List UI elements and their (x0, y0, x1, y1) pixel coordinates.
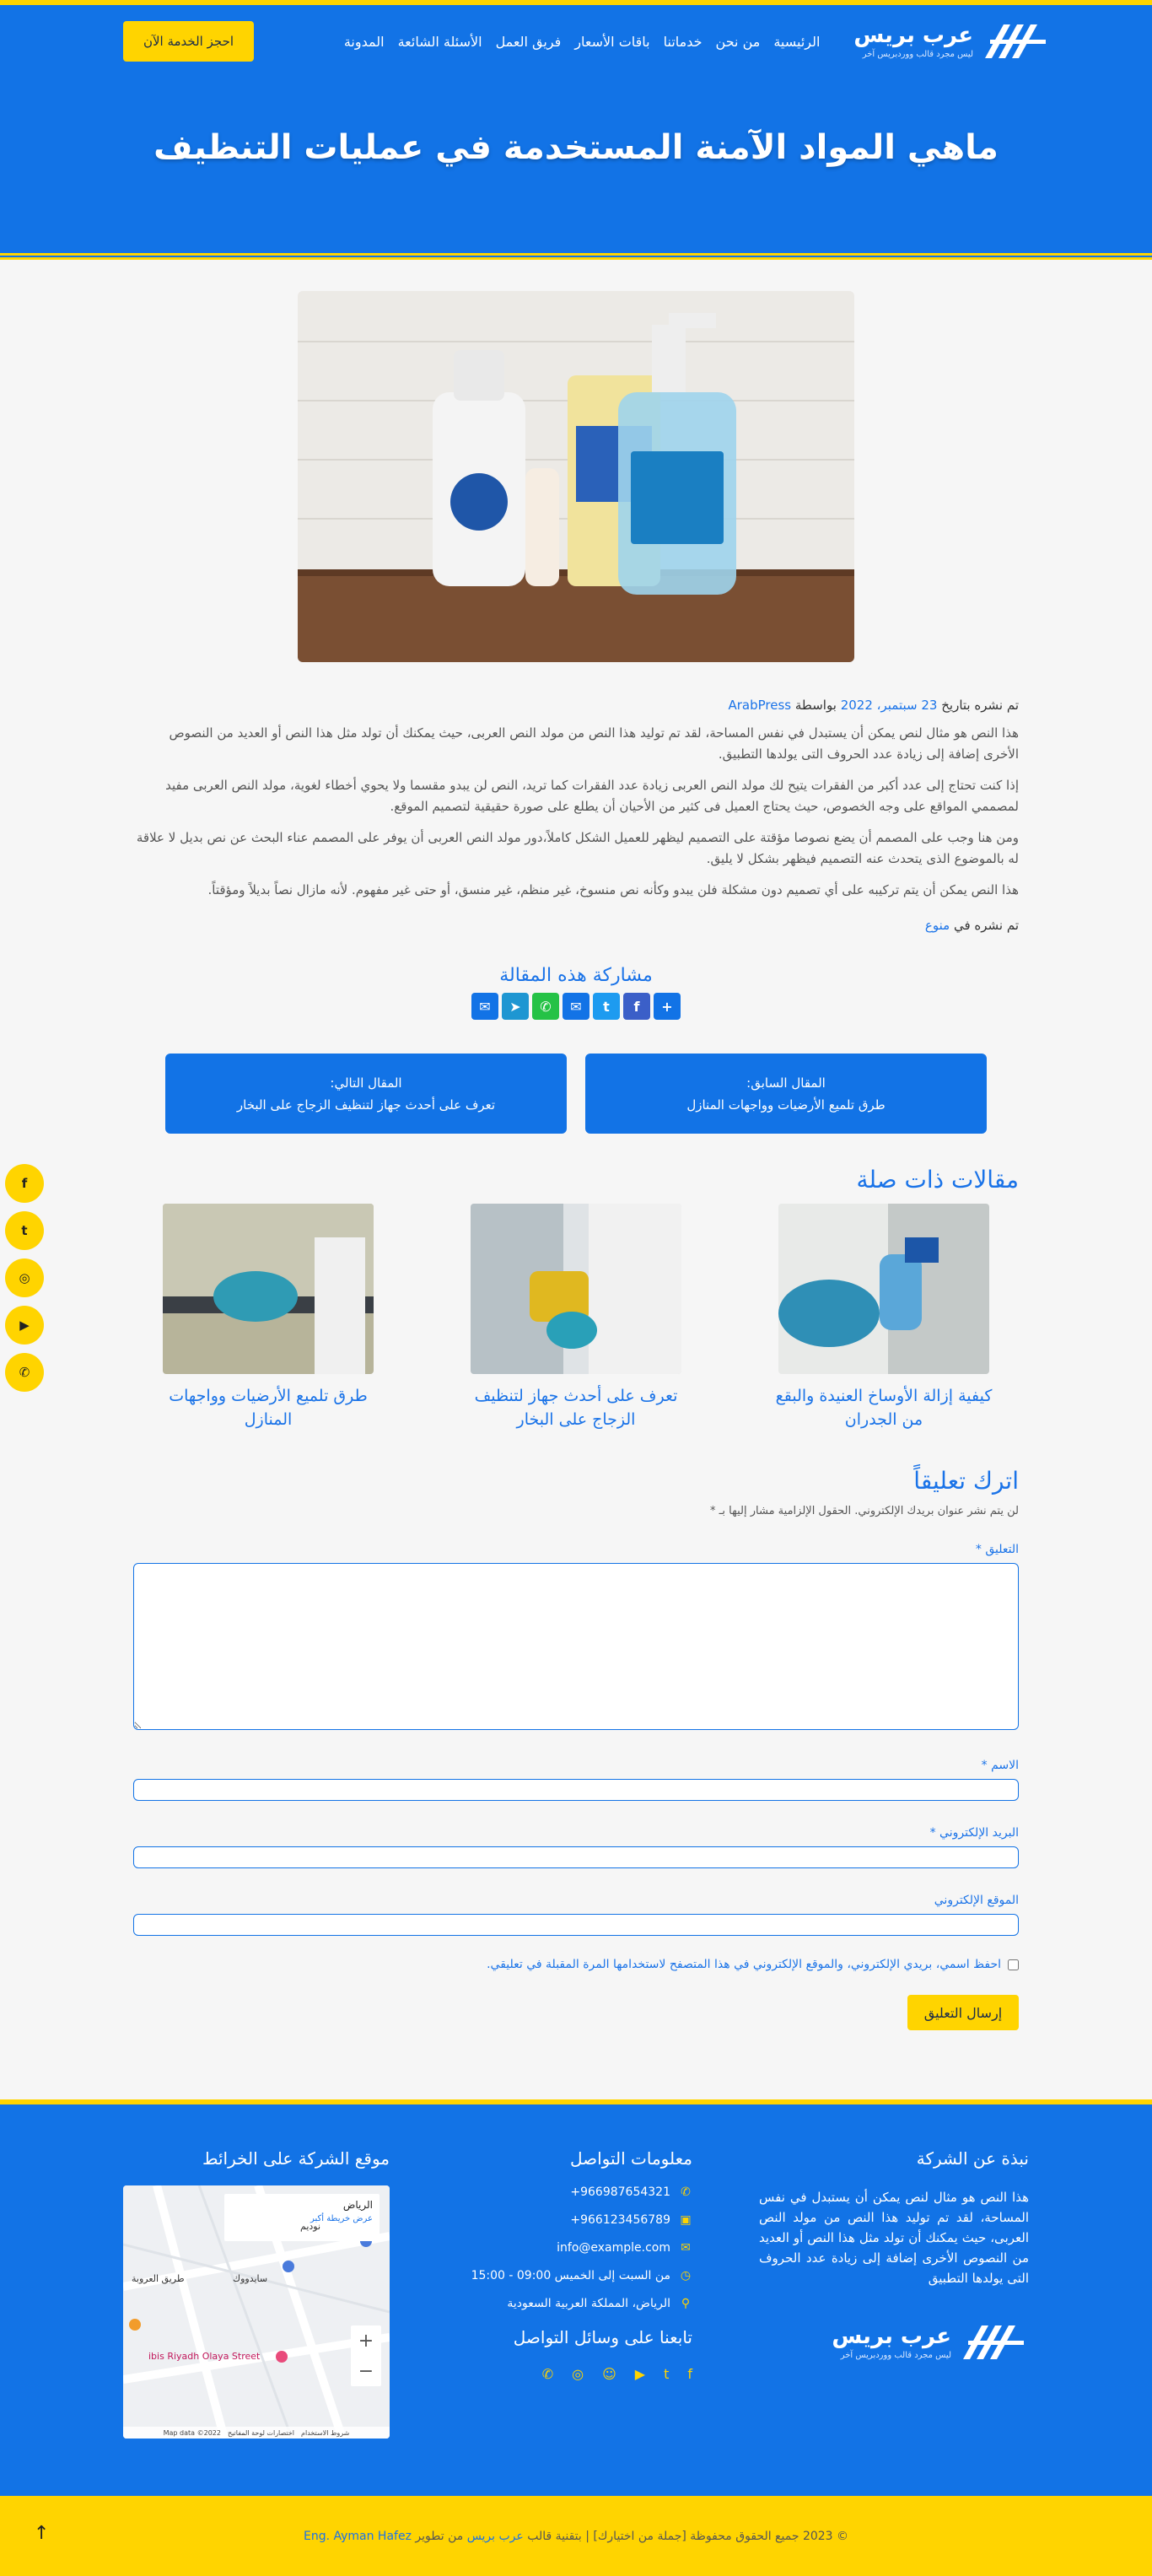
fax-text: +966123456789 (570, 2213, 670, 2227)
main-nav (123, 20, 1051, 62)
comment-label-text: التعليق (985, 1543, 1019, 1556)
youtube-icon[interactable]: ▶ (634, 2366, 646, 2382)
google-map[interactable] (123, 2185, 390, 2439)
copyright-main: © 2023 جميع الحقوق محفوظة [جملة من اختيارك] | بتقنية قالب (527, 2530, 849, 2543)
arrow-up-icon[interactable]: ↑ (34, 2523, 50, 2544)
zoom-out-icon[interactable]: − (358, 2360, 374, 2382)
site-logo[interactable] (853, 21, 1051, 62)
prev-title: طرق تلميع الأرضيات وواجهات المنازل (686, 1097, 886, 1113)
article-paragraph: هذا النص هو مثال لنص يمكن أن يستبدل في نفس المساحة، لقد تم توليد هذا النص من مولد النص العربى، حيث يمكنك أن تولد مثل هذا النص أو العديد من النصوص الأخرى إضافة إلى زيادة عدد الحروف التى يولدها التطبيق. (169, 725, 1019, 762)
email-icon: ✉ (681, 2241, 691, 2255)
submit-comment-button[interactable]: إرسال التعليق (907, 1995, 1019, 2030)
telegram-icon[interactable]: ➤ (502, 993, 529, 1020)
page-header (0, 0, 1152, 253)
related-posts (133, 1166, 1019, 1431)
name-label-text: الاسم (991, 1759, 1019, 1772)
remember-me (133, 1958, 1019, 1971)
related-post-card[interactable] (766, 1204, 1002, 1431)
email-input[interactable] (133, 1846, 1019, 1868)
prev-label: المقال السابق: (746, 1075, 826, 1091)
featured-image (298, 291, 854, 662)
zoom-in-icon[interactable]: + (358, 2330, 374, 2352)
map-larger-link[interactable]: عرض خريطة أكبر (310, 2214, 373, 2223)
fax-icon: ▣ (680, 2213, 692, 2227)
contact-phone[interactable] (456, 2185, 692, 2199)
copyright-bar (0, 2496, 1152, 2576)
post-categories (133, 918, 1019, 933)
nav-item-team[interactable]: فريق العمل (495, 33, 562, 50)
nav-item-services[interactable]: خدماتنا (663, 33, 703, 50)
footer-about (759, 2148, 1029, 2439)
logo-name: عرب بريس (853, 22, 973, 48)
footer-about-title: نبذة عن الشركة (916, 2148, 1029, 2169)
nav-item-home[interactable]: الرئيسية (773, 33, 821, 50)
map-label: ibis Riyadh Olaya Street (148, 2351, 261, 2362)
footer-logo-name: عرب بريس (832, 2323, 951, 2349)
map-zoom-controls (351, 2325, 381, 2386)
whatsapp-icon[interactable]: ✆ (532, 993, 559, 1020)
post-meta (133, 698, 1019, 713)
next-label: المقال التالي: (330, 1075, 402, 1091)
related-post-card[interactable] (150, 1204, 386, 1431)
name-label: الاسم * (981, 1759, 1019, 1772)
website-input[interactable] (133, 1914, 1019, 1936)
theme-link[interactable]: عرب بريس (466, 2530, 524, 2543)
related-post-title[interactable]: كيفية إزالة الأوساخ العنيدة والبقع من الجدران (775, 1387, 993, 1429)
dev-prefix: من تطوير (415, 2530, 464, 2543)
map-terms[interactable]: شروط الاستخدام (301, 2428, 350, 2437)
address-text: الرياض، المملكة العربية السعودية (507, 2297, 670, 2310)
nav-item-pricing[interactable]: باقات الأسعار (574, 33, 650, 50)
post-date-link[interactable]: 23 سبتمبر، 2022 (840, 698, 938, 713)
related-post-card[interactable] (458, 1204, 694, 1431)
facebook-icon[interactable]: f (5, 1164, 44, 1203)
email-label: البريد الإلكتروني * (929, 1826, 1019, 1840)
contact-email[interactable] (456, 2241, 692, 2255)
nav-item-blog[interactable]: المدونة (343, 33, 385, 50)
messenger-icon[interactable]: ✉ (471, 993, 498, 1020)
related-post-image[interactable] (163, 1204, 374, 1374)
comment-form (133, 1467, 1019, 2030)
contact-fax[interactable] (456, 2213, 692, 2227)
phone-text: +966987654321 (570, 2185, 670, 2199)
next-title: تعرف على أحدث جهاز لتنظيف الزجاج على البخار (236, 1097, 496, 1113)
footer-contact (456, 2148, 692, 2439)
copyright-text (0, 2530, 1152, 2543)
related-post-title[interactable]: تعرف على أحدث جهاز لتنظيف الزجاج على البخار (474, 1387, 678, 1429)
instagram-icon[interactable]: ◎ (5, 1258, 44, 1297)
map-attribution (123, 2427, 390, 2439)
share-icons (133, 993, 1019, 1020)
twitter-icon[interactable]: t (593, 993, 620, 1020)
map-city: الرياض (342, 2199, 373, 2211)
youtube-icon[interactable]: ▶ (5, 1306, 44, 1345)
contact-hours (456, 2269, 692, 2282)
previous-post-link[interactable] (585, 1054, 987, 1134)
email-label-text: البريد الإلكتروني (939, 1826, 1019, 1840)
meta-prefix: تم نشره بتاريخ (941, 698, 1019, 713)
map-data-text: Map data ©2022 (163, 2428, 221, 2437)
article-paragraph: إذا كنت تحتاج إلى عدد أكبر من الفقرات يتيح لك مولد النص العربى زيادة عدد الفقرات كما تريد، النص لن يبدو مقسما ولا يحوي أخطاء لغوية، مولد النص العربى مفيد لمصممي المواقع على وجه الخصوص، حيث يحتاج العميل فى كثير من الأحيان أن يطلع على صورة حقيقية لتصميم الموقع. (165, 778, 1019, 814)
article-container (133, 291, 1019, 2030)
side-social-bar (5, 1164, 44, 1392)
email-text: info@example.com (557, 2241, 670, 2255)
map-info-card (224, 2194, 380, 2241)
plus-icon[interactable]: + (654, 993, 681, 1020)
comment-textarea[interactable] (133, 1563, 1019, 1730)
comment-note: لن يتم نشر عنوان بريدك الإلكتروني. الحقول الإلزامية مشار إليها بـ * (709, 1505, 1019, 1517)
clock-icon: ◷ (680, 2269, 692, 2282)
footer-logo-tagline: ليس مجرد قالب ووردبريس آخر (840, 2350, 951, 2360)
name-input[interactable] (133, 1779, 1019, 1801)
book-service-button[interactable]: احجز الخدمة الآن (123, 21, 254, 62)
related-post-image[interactable] (778, 1204, 989, 1374)
twitter-icon[interactable]: t (5, 1211, 44, 1250)
remember-checkbox[interactable] (1008, 1959, 1019, 1970)
map-label: طريق العروبة (132, 2273, 185, 2284)
logo-icon (982, 21, 1051, 62)
twitter-icon[interactable]: t (664, 2366, 670, 2382)
logo-tagline: ليس مجرد قالب ووردبريس آخر (862, 49, 973, 59)
remember-label: احفظ اسمي، بريدي الإلكتروني، والموقع الإلكتروني في هذا المتصفح لاستخدامها المرة المقبلة في تعليقي. (487, 1958, 1001, 1971)
whatsapp-icon[interactable]: ✆ (541, 2366, 554, 2382)
facebook-icon[interactable]: f (687, 2366, 692, 2382)
map-shortcuts[interactable]: اختصارات لوحة المفاتيح (227, 2428, 295, 2437)
comment-label: التعليق * (975, 1543, 1019, 1556)
next-post-link[interactable] (165, 1054, 567, 1134)
site-footer (0, 2099, 1152, 2496)
hours-text: من السبت إلى الخميس 09:00 - 15:00 (471, 2269, 670, 2282)
nav-item-faq[interactable]: الأسئلة الشائعة (397, 33, 482, 50)
footer-logo[interactable] (759, 2322, 1029, 2363)
article-paragraph: ومن هنا وجب على المصمم أن يضع نصوصا مؤقتة على التصميم ليظهر للعميل الشكل كاملاً،دور مولد النص العربى أن يوفر على المصمم عناء البحث عن نص بديل لا علاقة له بالموضوع الذى يتحدث عنه التصميم فيظهر بشكل لا يليق. (136, 830, 1019, 866)
map-label: سايدووك (233, 2273, 268, 2284)
instagram-icon[interactable]: ◎ (572, 2366, 584, 2382)
article-paragraph: هذا النص يمكن أن يتم تركيبه على أي تصميم دون مشكلة فلن يبدو وكأنه نص منسوخ، غير منظم، غير منسق، أو حتى غير مفهوم. لأنه مازال نصاً بديلاً ومؤقتاً. (207, 882, 1019, 897)
related-post-title[interactable]: طرق تلميع الأرضيات وواجهات المنازل (169, 1387, 368, 1429)
footer-map-section (123, 2148, 390, 2439)
nav-item-about[interactable]: من نحن (715, 33, 761, 50)
footer-about-text: هذا النص هو مثال لنص يمكن أن يستبدل في نفس المساحة، لقد تم توليد هذا النص من مولد النص العربى، حيث يمكنك أن تولد مثل هذا النص أو العديد من النصوص الأخرى إضافة إلى زيادة عدد الحروف التى يولدها التطبيق (759, 2190, 1029, 2286)
footer-follow-title: تابعنا على وسائل التواصل (513, 2327, 692, 2347)
cats-prefix: تم نشره في (953, 918, 1019, 933)
footer-map-title: موقع الشركة على الخرائط (202, 2148, 390, 2169)
map-label: نوديم (300, 2221, 321, 2232)
nav-menu (254, 34, 820, 50)
category-link[interactable]: منوع (924, 918, 950, 933)
article-body (133, 698, 1019, 933)
share-section (133, 965, 1019, 1020)
email-icon[interactable]: ✉ (563, 993, 589, 1020)
comment-heading: اترك تعليقاً (913, 1467, 1019, 1495)
snapchat-icon[interactable]: ☺ (602, 2366, 616, 2382)
post-navigation (165, 1054, 987, 1134)
facebook-icon[interactable]: f (623, 993, 650, 1020)
logo-icon (960, 2322, 1029, 2363)
whatsapp-icon[interactable]: ✆ (5, 1353, 44, 1392)
phone-icon: ✆ (681, 2185, 691, 2199)
developer-link[interactable]: Eng. Ayman Hafez (303, 2530, 412, 2543)
related-heading: مقالات ذات صلة (856, 1166, 1019, 1194)
contact-address (456, 2297, 692, 2310)
location-icon: ⚲ (681, 2297, 691, 2310)
related-post-image[interactable] (471, 1204, 681, 1374)
author-link[interactable]: ArabPress (728, 698, 792, 713)
footer-contact-title: معلومات التواصل (569, 2148, 692, 2169)
page-title: ماهي المواد الآمنة المستخدمة في عمليات التنظيف (153, 128, 999, 167)
website-label: الموقع الإلكتروني (934, 1894, 1019, 1907)
meta-by: بواسطة (794, 698, 837, 713)
footer-social-icons (456, 2366, 692, 2382)
share-title: مشاركة هذه المقالة (499, 965, 653, 986)
